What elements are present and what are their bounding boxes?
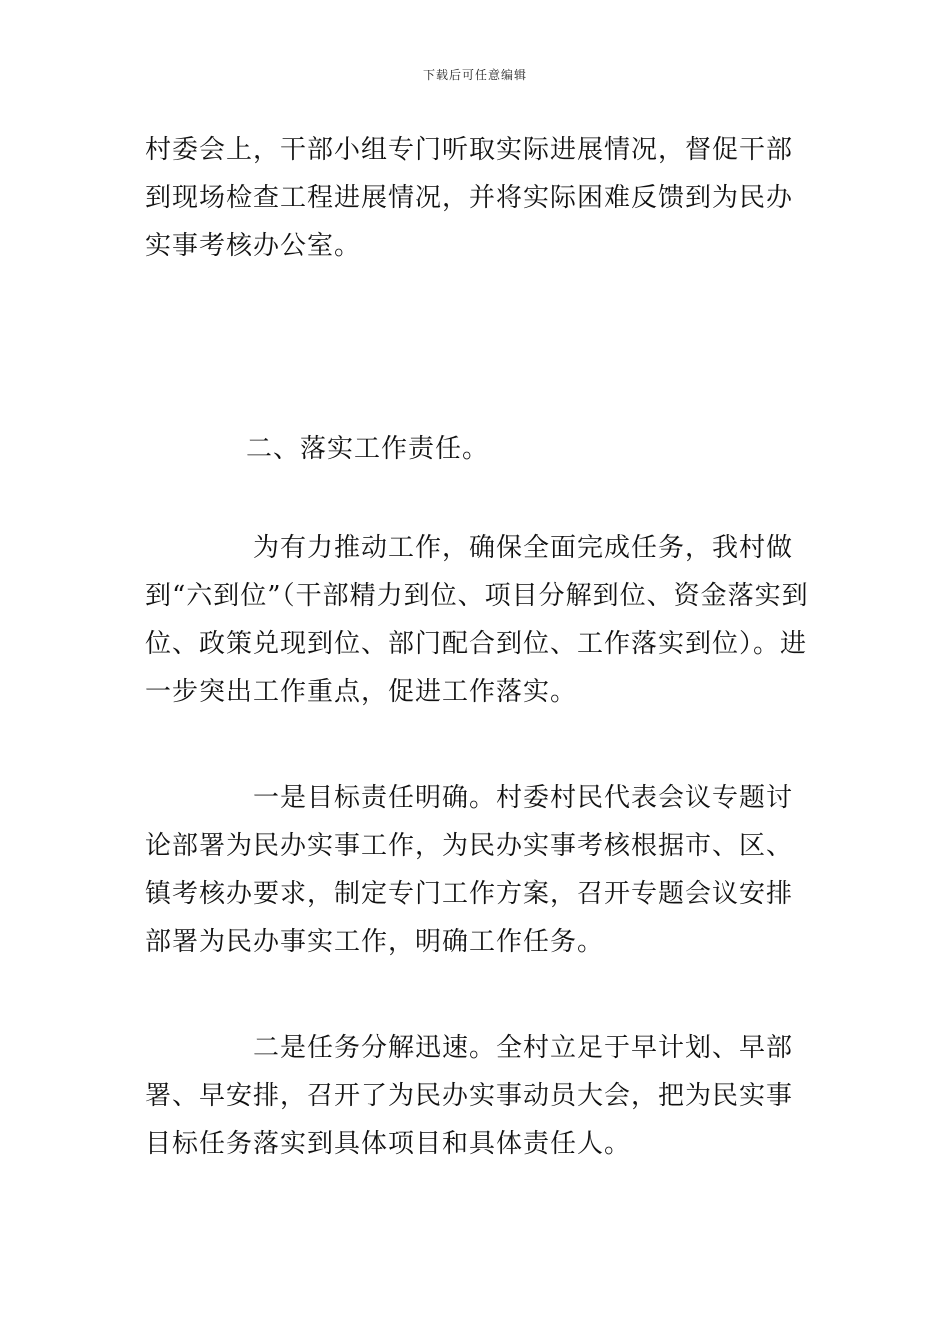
paragraph-continuation: 村委会上，干部小组专门听取实际进展情况，督促干部到现场检查工程进展情况，并将实际困难反馈到为民办实事考核办公室。 xyxy=(145,135,794,261)
page-header: 下载后可任意编辑 xyxy=(422,68,527,82)
section-heading: 二、落实工作责任。 xyxy=(246,434,490,464)
paragraph-six-in-place: 为有力推动工作，确保全面完成任务，我村做到“六到位”（干部精力到位、项目分解到位、资金落实到位、政策兑现到位、部门配合到位、工作落实到位）。进一步突出工作重点，促进工作落实。 xyxy=(145,533,809,707)
paragraph-target-responsibility: 一是目标责任明确。村委村民代表会议专题讨论部署为民办实事工作，为民办实事考核根据市、区、镇考核办要求，制定专门工作方案，召开专题会议安排部署为民办事实工作，明确工作任务。 xyxy=(145,783,794,957)
paragraph-task-breakdown: 二是任务分解迅速。全村立足于早计划、早部署、早安排，召开了为民办实事动员大会，把为民实事目标任务落实到具体项目和具体责任人。 xyxy=(145,1033,794,1159)
